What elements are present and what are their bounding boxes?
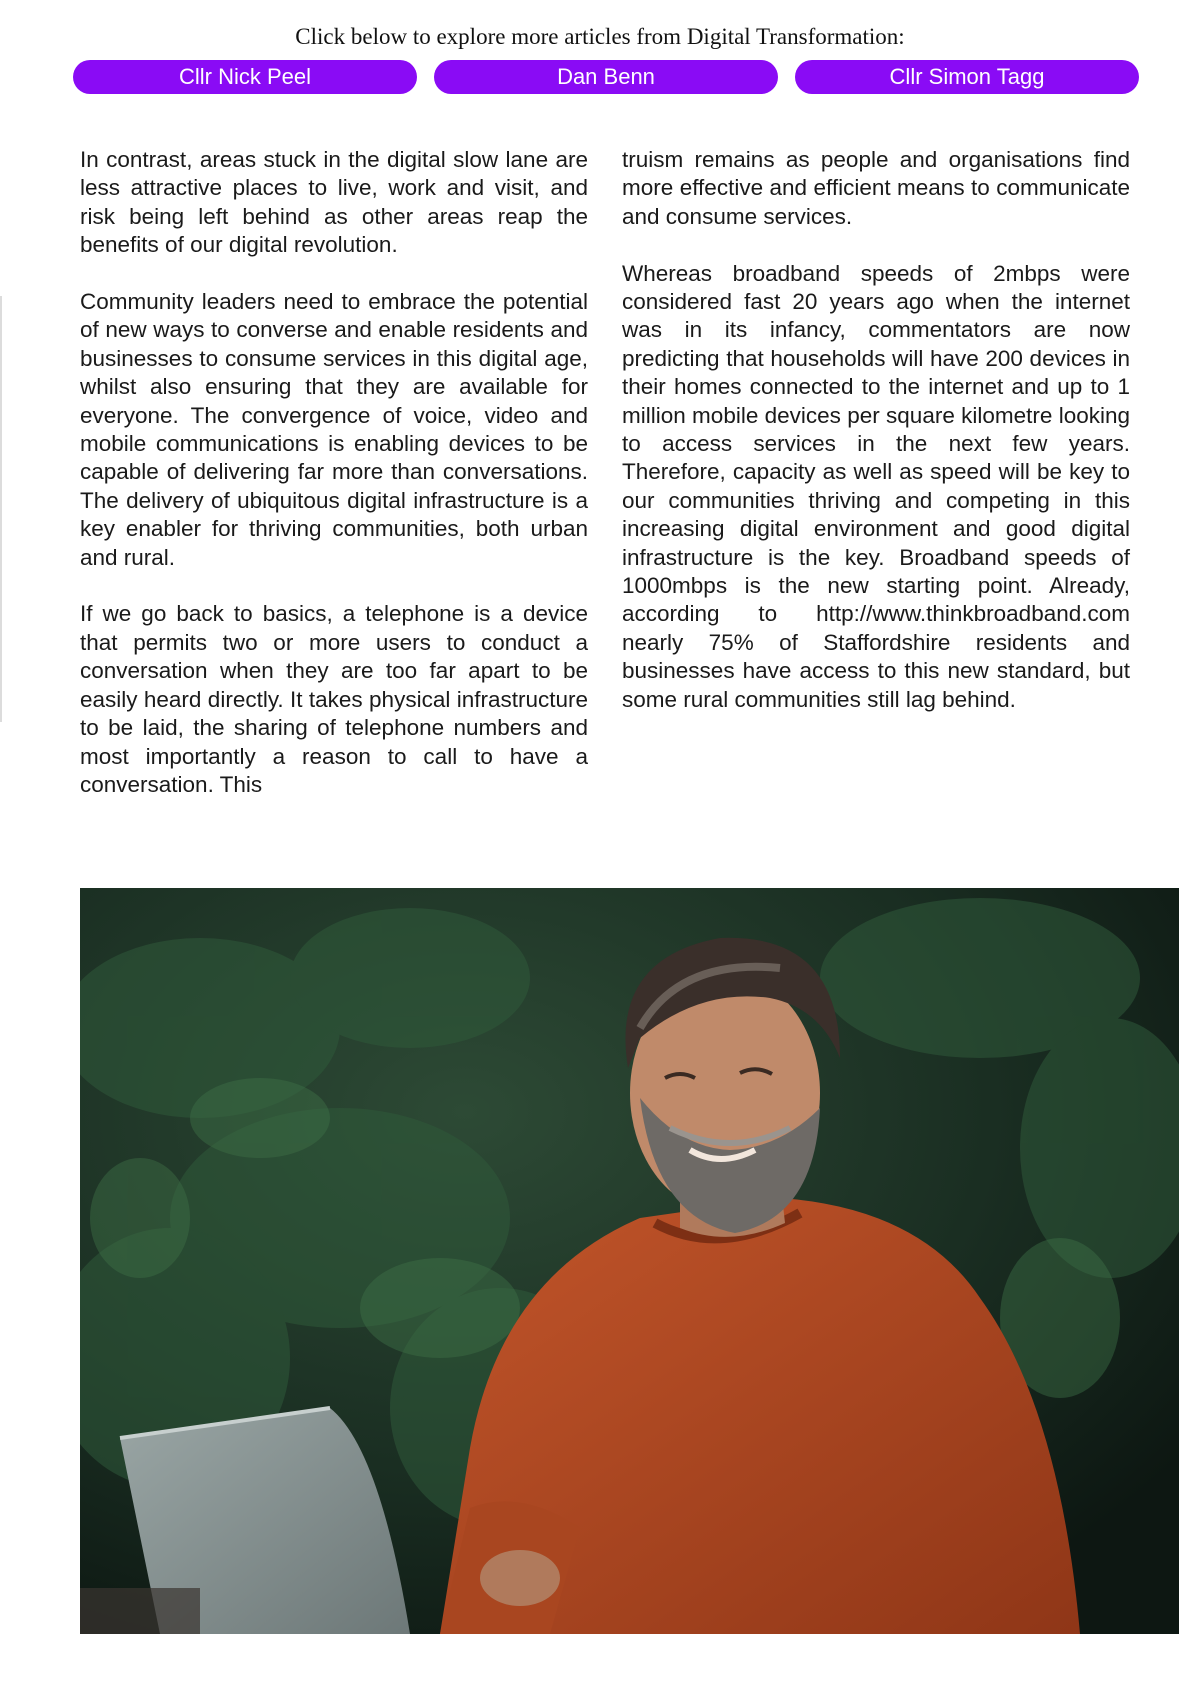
article-paragraph: Community leaders need to embrace the potential of new ways to converse and enable residents and businesses to consume services in this digital age, whilst also ensuring that they are available for everyone. The convergence of voice, video and mobile communications is enabling devices to be capable of delivering far more than conversations. The delivery of ubiquitous digital infrastructure is a key enabler for thriving communities, both urban and rural. (80, 289, 588, 570)
article-column-right (622, 146, 1130, 828)
man-with-laptop-illustration (80, 888, 1179, 1634)
article-paragraph: In contrast, areas stuck in the digital slow lane are less attractive places to live, work and visit, and risk being left behind as other areas reap the benefits of our digital revolution. (80, 147, 588, 258)
article-paragraph: truism remains as people and organisations find more effective and efficient means to communicate and consume services. (622, 147, 1130, 229)
article-paragraph: If we go back to basics, a telephone is a device that permits two or more users to conduct a conversation when they are too far apart to be easily heard directly. It takes physical infrastructure to be laid, the sharing of telephone numbers and most importantly a reason to call to have a conversation. This (80, 601, 588, 797)
explore-heading: Click below to explore more articles from Digital Transformation: (295, 24, 905, 49)
author-link-dan-benn[interactable]: Dan Benn (434, 60, 778, 94)
article-paragraph: Whereas broadband speeds of 2mbps were considered fast 20 years ago when the internet was in its infancy, commentators are now predicting that households will have 200 devices in their homes connected to the internet and up to 1 million mobile devices per square kilometre looking to access services in the next few years. Therefore, capacity as well as speed will be key to our communities thriving and competing in this increasing digital environment and good digital infrastructure is the key. Broadband speeds of 1000mbps is the new starting point. Already, according to http://www.thinkbroadband.com nearly 75% of Staffordshire residents and businesses have access to this new standard, but some rural communities still lag behind. (622, 260, 1130, 712)
article-body (80, 146, 1130, 828)
article-column-left (80, 146, 588, 828)
author-link-nick-peel[interactable]: Cllr Nick Peel (73, 60, 417, 94)
article-photo (80, 888, 1179, 1634)
author-article-links (73, 60, 1139, 94)
page-edge-divider (0, 296, 2, 722)
author-link-simon-tagg[interactable]: Cllr Simon Tagg (795, 60, 1139, 94)
